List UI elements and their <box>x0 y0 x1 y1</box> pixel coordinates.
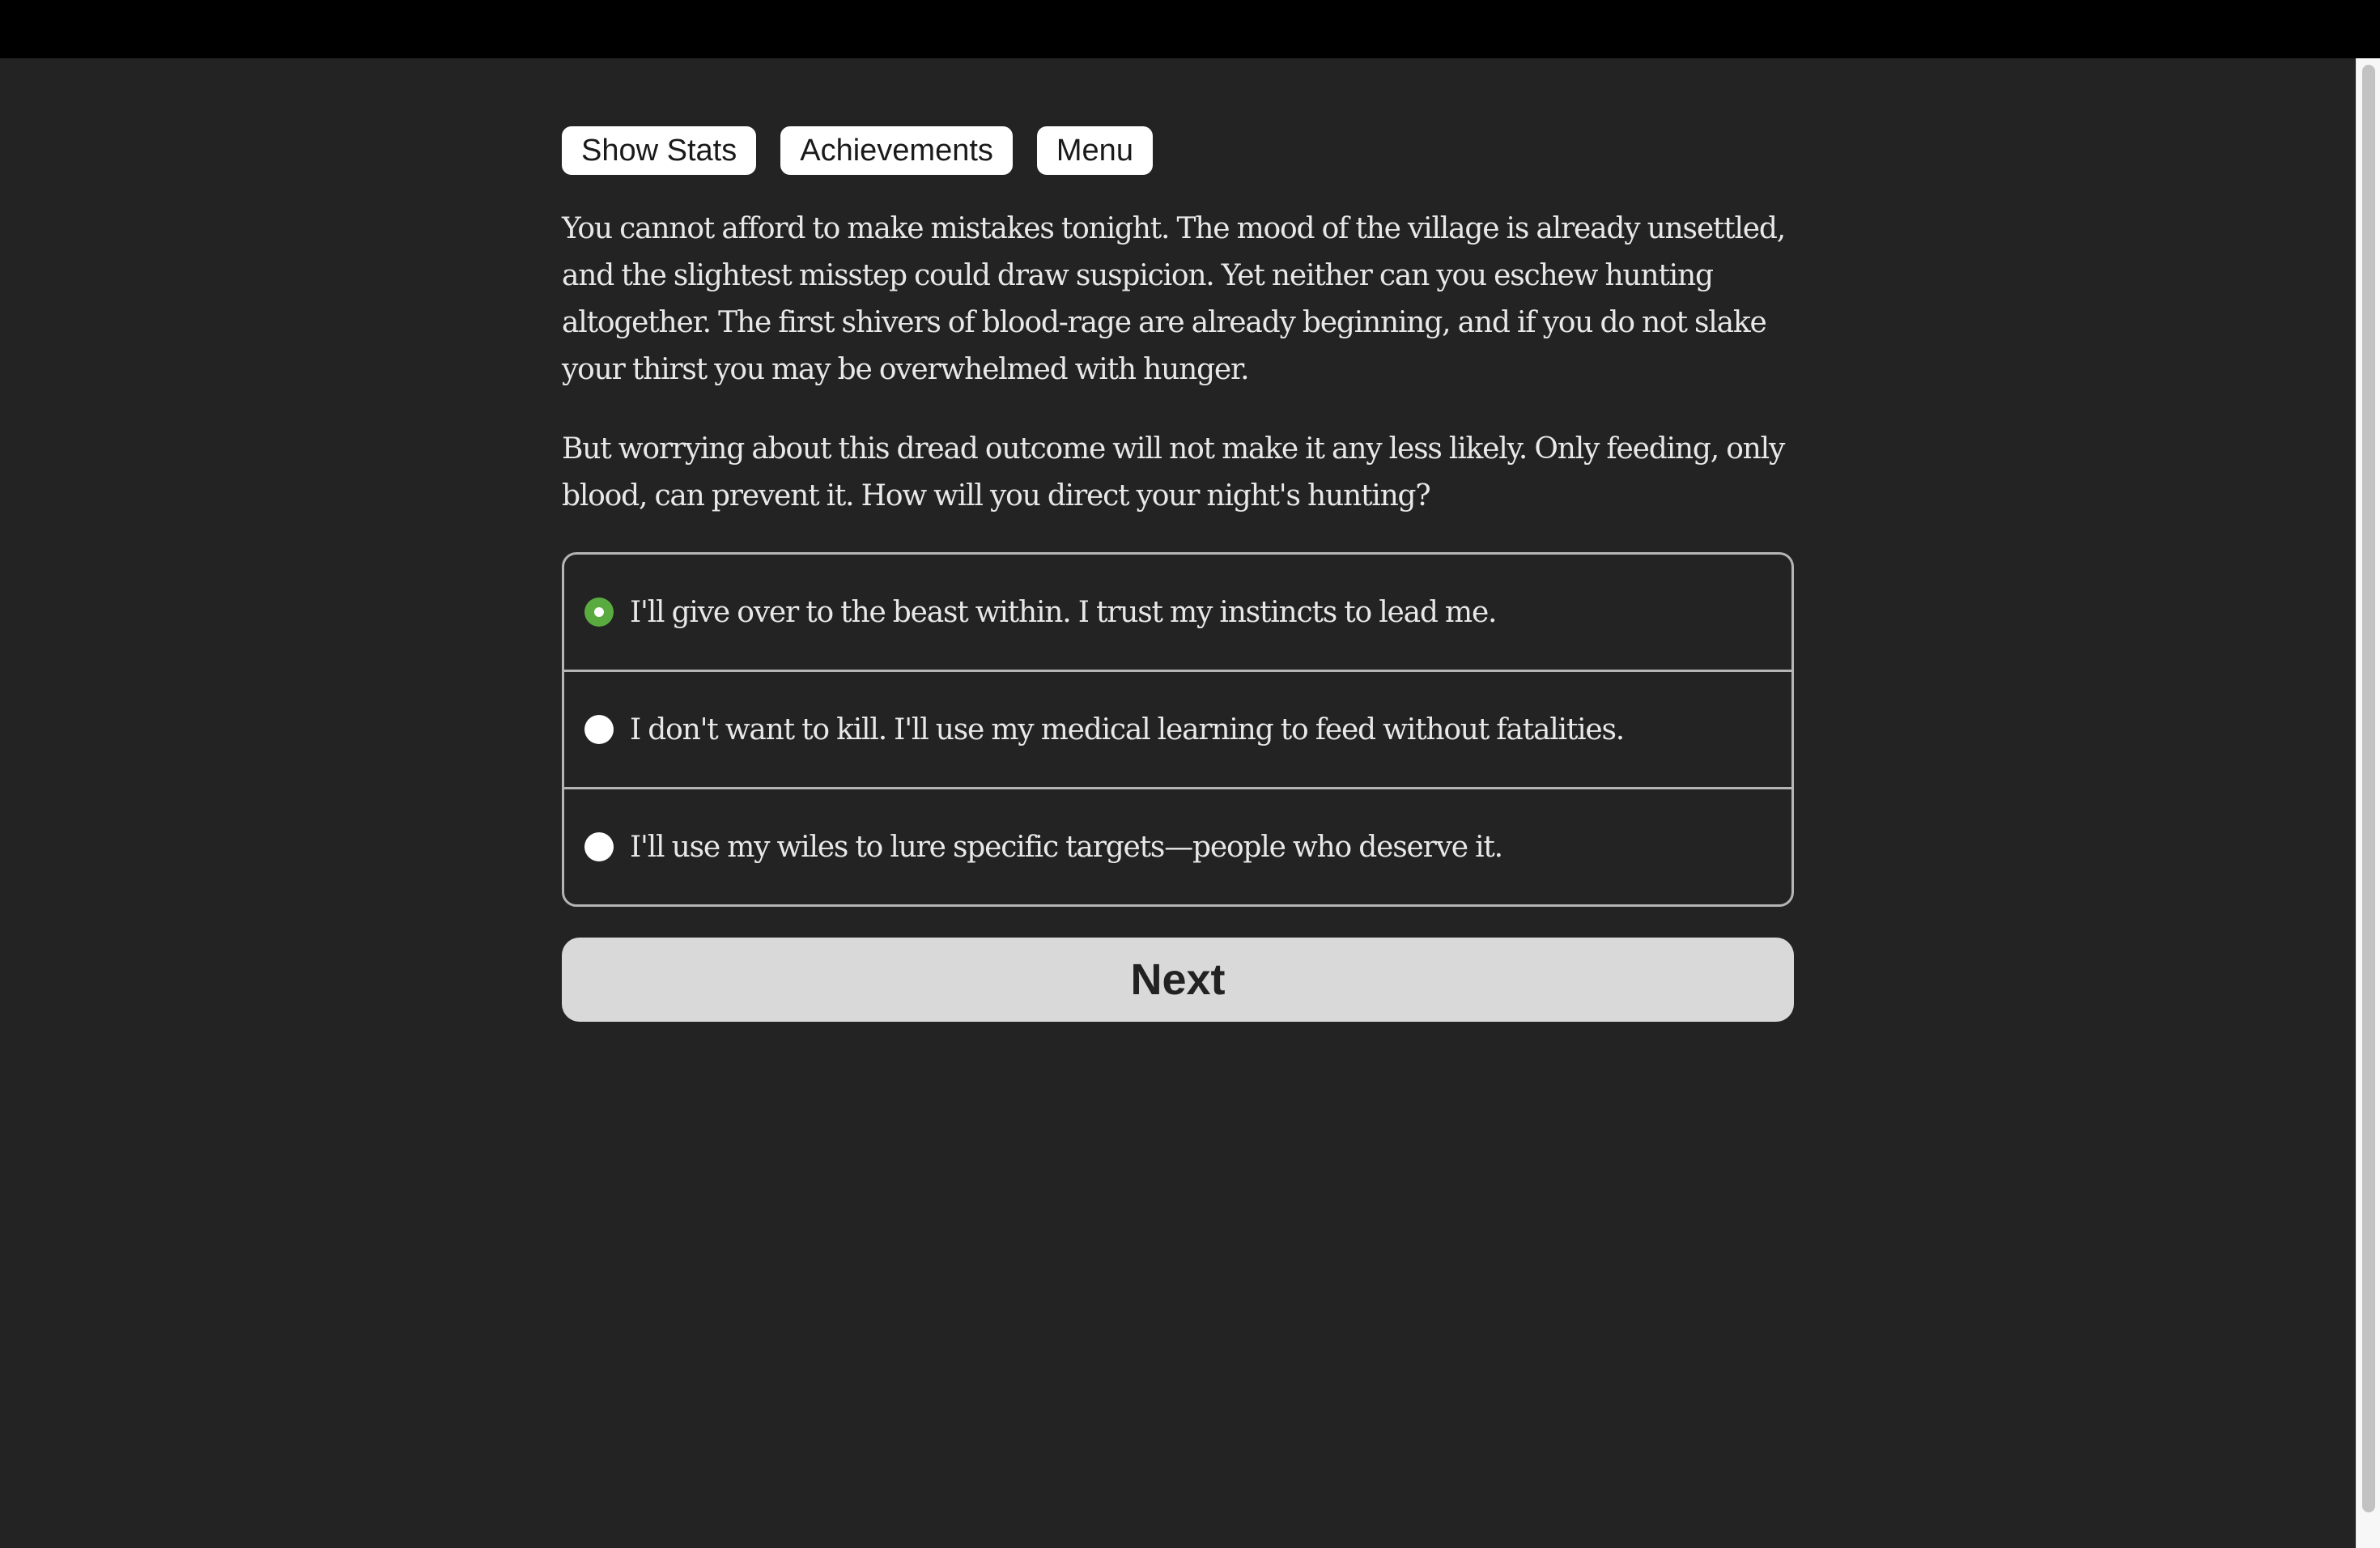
toolbar <box>562 126 1794 175</box>
story-text <box>562 206 1794 520</box>
choice-label: I'll use my wiles to lure specific targets—people who deserve it. <box>630 830 1502 864</box>
choice-option-3[interactable] <box>564 787 1791 904</box>
story-paragraph: You cannot afford to make mistakes tonight. The mood of the village is already unsettled, and the slightest misstep could draw suspicion. Yet neither can you eschew hunting altogether. The first shivers of blood-rage are already beginning, and if you do not slake your thirst you may be overwhelmed with hunger. <box>562 212 1785 386</box>
radio-selected-icon[interactable] <box>584 598 614 627</box>
choice-label: I'll give over to the beast within. I trust my instincts to lead me. <box>630 595 1497 629</box>
radio-unselected-icon[interactable] <box>584 832 614 861</box>
choice-option-1[interactable] <box>564 555 1791 670</box>
menu-button[interactable]: Menu <box>1037 126 1153 175</box>
content-container <box>562 126 1794 1022</box>
show-stats-button[interactable]: Show Stats <box>562 126 756 175</box>
radio-unselected-icon[interactable] <box>584 715 614 744</box>
choice-label: I don't want to kill. I'll use my medical learning to feed without fatalities. <box>630 712 1625 746</box>
next-button[interactable]: Next <box>562 938 1794 1022</box>
vertical-scrollbar[interactable] <box>2356 58 2380 1548</box>
choice-list <box>562 552 1794 907</box>
game-page <box>0 58 2356 1548</box>
scrollbar-thumb[interactable] <box>2362 65 2375 1512</box>
story-paragraph: But worrying about this dread outcome will not make it any less likely. Only feeding, only blood, can prevent it. How will you direct your night's hunting? <box>562 432 1785 512</box>
choice-option-2[interactable] <box>564 670 1791 787</box>
achievements-button[interactable]: Achievements <box>780 126 1013 175</box>
browser-top-bar <box>0 0 2380 58</box>
